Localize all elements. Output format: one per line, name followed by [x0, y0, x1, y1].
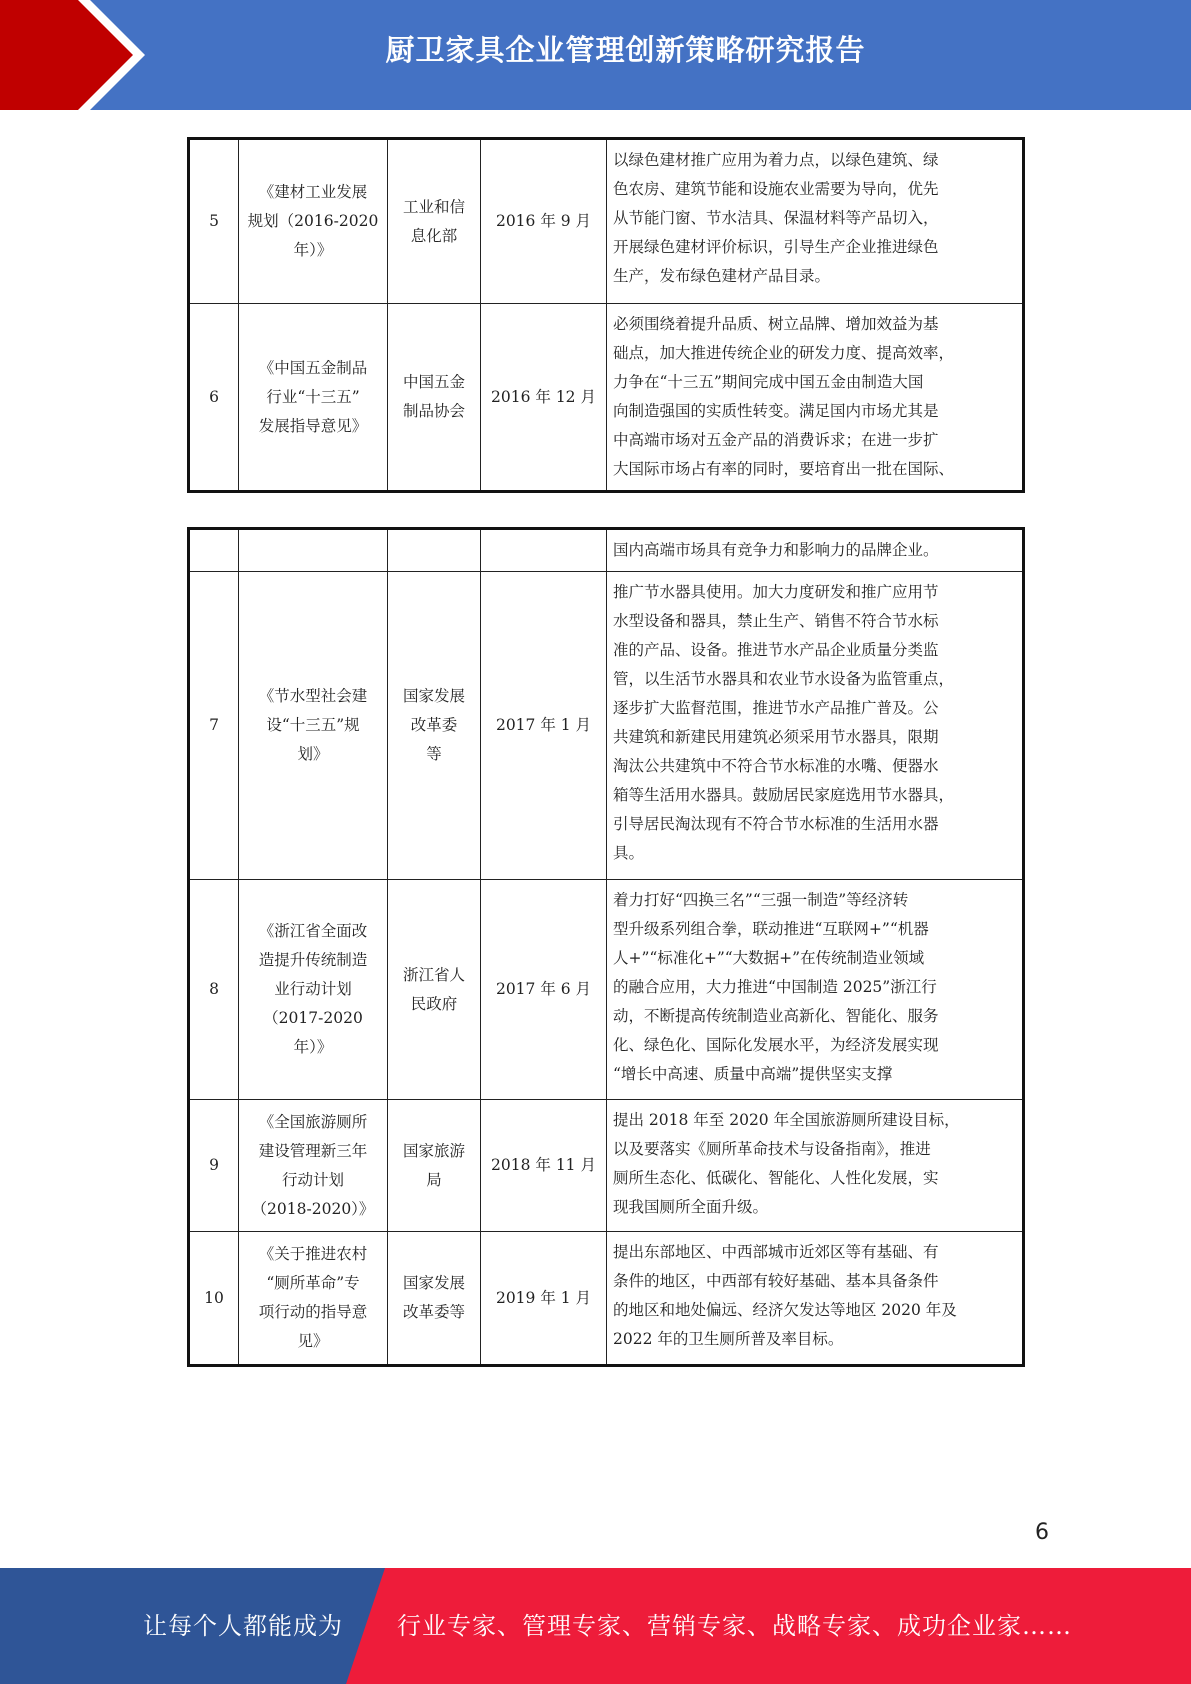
row-number-cell: 9: [189, 1100, 239, 1232]
content-line: 国内高端市场具有竞争力和影响力的品牌企业。: [613, 541, 939, 559]
policy-name-line: （2018-2020）》: [251, 1199, 375, 1218]
issuer-line: 国家发展: [402, 1274, 465, 1292]
policy-name-line: 《中国五金制品: [258, 358, 368, 377]
issuer-cell: [388, 572, 481, 880]
content-line: 条件的地区，中西部有较好基础、基本具备条件: [613, 1272, 939, 1290]
row-number-cell: [189, 529, 239, 572]
row-number-cell: 5: [189, 139, 239, 304]
content-line: 必须围绕着提升品质、树立品牌、增加效益为基: [613, 315, 939, 333]
table-row: [189, 304, 1024, 492]
content-cell: [607, 880, 1024, 1100]
table-row: [189, 880, 1024, 1100]
content-line: 逐步扩大监督范围，推进节水产品推广普及。公: [613, 699, 939, 717]
date-cell: 2016 年 12 月: [481, 304, 607, 492]
row-number-cell: 10: [189, 1232, 239, 1366]
policy-name-line: 《建材工业发展: [258, 183, 368, 201]
date-cell: 2018 年 11 月: [481, 1100, 607, 1232]
policy-name-cell: [239, 529, 388, 572]
issuer-line: 民政府: [410, 994, 458, 1013]
content-line: 从节能门窗、节水洁具、保温材料等产品切入，: [613, 209, 939, 227]
content-cell: [607, 529, 1024, 572]
table-row: [189, 139, 1024, 304]
content-line: 厕所生态化、低碳化、智能化、人性化发展，实: [613, 1169, 939, 1187]
issuer-cell: [388, 529, 481, 572]
policy-name-line: 见》: [297, 1332, 329, 1350]
table-row: [189, 572, 1024, 880]
content-line: 2022 年的卫生厕所普及率目标。: [613, 1330, 844, 1348]
issuer-line: 改革委等: [402, 1303, 465, 1321]
policy-name-cell: [239, 139, 388, 304]
content-line: 动，不断提高传统制造业高新化、智能化、服务: [613, 1007, 939, 1025]
issuer-line: 改革委: [410, 716, 458, 734]
date-cell: 2016 年 9 月: [481, 139, 607, 304]
policy-name-cell: [239, 304, 388, 492]
policy-name-line: 项行动的指导意: [258, 1303, 368, 1321]
content-line: 化、绿色化、国际化发展水平，为经济发展实现: [613, 1036, 939, 1054]
policy-name-line: 规划（2016-2020: [247, 212, 379, 230]
row-number-cell: 6: [189, 304, 239, 492]
row-number-cell: 7: [189, 572, 239, 880]
content-line: 准的产品、设备。推进节水产品企业质量分类监: [613, 641, 939, 659]
issuer-cell: [388, 1232, 481, 1366]
content-line: 以绿色建材推广应用为着力点，以绿色建筑、绿: [613, 151, 939, 169]
policy-name-cell: [239, 880, 388, 1100]
content-line: 向制造强国的实质性转变。满足国内市场尤其是: [613, 402, 939, 420]
policy-name-line: 造提升传统制造: [258, 951, 368, 969]
policy-name-line: 《全国旅游厕所: [258, 1112, 368, 1131]
report-title: 厨卫家具企业管理创新策略研究报告: [385, 33, 866, 67]
content-cell: [607, 304, 1024, 492]
issuer-line: 国家发展: [402, 687, 465, 705]
policy-name-line: 年）》: [293, 1038, 333, 1056]
footer-slogan-left: 让每个人都能成为: [143, 1612, 343, 1640]
content-line: 箱等生活用水器具。鼓励居民家庭选用节水器具，: [613, 786, 955, 804]
policy-name-line: “厕所革命”专: [266, 1274, 360, 1292]
content-cell: [607, 1232, 1024, 1366]
table-row: [189, 529, 1024, 572]
content-line: 引导居民淘汰现有不符合节水标准的生活用水器: [613, 815, 939, 833]
policy-table-part1: [187, 137, 1025, 493]
policy-name-line: 划》: [297, 745, 329, 763]
page-number: 6: [1035, 1520, 1049, 1545]
date-cell: 2019 年 1 月: [481, 1232, 607, 1366]
issuer-line: 国家旅游: [402, 1141, 465, 1160]
header-banner: [0, 0, 1191, 110]
policy-name-line: 业行动计划: [274, 980, 352, 998]
issuer-line: 息化部: [410, 226, 458, 245]
date-cell: [481, 529, 607, 572]
policy-name-line: 发展指导意见》: [258, 416, 368, 435]
content-line: 着力打好“四换三名”“三强一制造”等经济转: [613, 891, 909, 909]
content-line: 色农房、建筑节能和设施农业需要为导向，优先: [613, 180, 939, 198]
issuer-line: 工业和信: [402, 197, 465, 216]
policy-name-cell: [239, 1232, 388, 1366]
content-line: 中高端市场对五金产品的消费诉求；在进一步扩: [613, 431, 939, 449]
policy-name-line: 行动计划: [281, 1170, 344, 1189]
issuer-line: 浙江省人: [402, 965, 465, 984]
policy-name-line: 《节水型社会建: [258, 687, 368, 705]
content-line: 水型设备和器具，禁止生产、销售不符合节水标: [613, 612, 939, 630]
policy-name-line: 《关于推进农村: [258, 1245, 368, 1263]
content-line: 淘汰公共建筑中不符合节水标准的水嘴、便器水: [613, 757, 939, 775]
content-line: 人+”“标准化+”“大数据+”在传统制造业领域: [613, 949, 925, 967]
table-row: [189, 1232, 1024, 1366]
content-line: 的地区和地处偏远、经济欠发达等地区 2020 年及: [613, 1301, 957, 1319]
content-line: 础点，加大推进传统企业的研发力度、提高效率，: [613, 344, 955, 362]
policy-table-part2: [187, 527, 1025, 1367]
issuer-cell: [388, 304, 481, 492]
policy-name-line: 设“十三五”规: [266, 716, 360, 734]
content-line: 提出 2018 年至 2020 年全国旅游厕所建设目标，: [613, 1111, 960, 1129]
issuer-cell: [388, 139, 481, 304]
content-line: 力争在“十三五”期间完成中国五金由制造大国: [613, 373, 924, 391]
content-line: 推广节水器具使用。加大力度研发和推广应用节: [613, 583, 939, 601]
issuer-line: 局: [426, 1170, 442, 1189]
issuer-line: 制品协会: [402, 402, 465, 420]
issuer-line: 等: [426, 745, 442, 763]
policy-name-line: 《浙江省全面改: [258, 922, 368, 940]
content-line: 型升级系列组合拳，联动推进“互联网+”“机器: [613, 920, 929, 938]
content-line: 共建筑和新建民用建筑必须采用节水器具，限期: [613, 728, 939, 746]
content-line: 大国际市场占有率的同时，要培育出一批在国际、: [613, 460, 955, 478]
policy-name-line: 建设管理新三年: [258, 1141, 368, 1160]
issuer-cell: [388, 1100, 481, 1232]
policy-name-line: 年）》: [293, 241, 333, 259]
footer-banner: [0, 1568, 1191, 1684]
content-line: 管，以生活节水器具和农业节水设备为监管重点，: [613, 670, 955, 688]
row-number-cell: 8: [189, 880, 239, 1100]
policy-name-cell: [239, 572, 388, 880]
content-line: “增长中高速、质量中高端”提供坚实支撑: [613, 1065, 893, 1083]
policy-name-cell: [239, 1100, 388, 1232]
date-cell: 2017 年 6 月: [481, 880, 607, 1100]
content-line: 生产，发布绿色建材产品目录。: [613, 267, 831, 285]
content-line: 具。: [613, 844, 645, 862]
content-line: 的融合应用，大力推进“中国制造 2025”浙江行: [613, 978, 937, 996]
issuer-line: 中国五金: [402, 373, 465, 391]
content-line: 以及要落实《厕所革命技术与设备指南》，推进: [613, 1140, 931, 1158]
issuer-cell: [388, 880, 481, 1100]
footer-slogan-right: 行业专家、管理专家、营销专家、战略专家、成功企业家……: [397, 1612, 1072, 1640]
policy-name-line: 行业“十三五”: [266, 387, 360, 406]
content-line: 现我国厕所全面升级。: [613, 1198, 769, 1216]
policy-name-line: （2017-2020: [263, 1009, 363, 1027]
content-cell: [607, 139, 1024, 304]
content-line: 提出东部地区、中西部城市近郊区等有基础、有: [613, 1243, 939, 1261]
table-row: [189, 1100, 1024, 1232]
content-line: 开展绿色建材评价标识，引导生产企业推进绿色: [613, 238, 939, 256]
content-cell: [607, 572, 1024, 880]
date-cell: 2017 年 1 月: [481, 572, 607, 880]
content-cell: [607, 1100, 1024, 1232]
